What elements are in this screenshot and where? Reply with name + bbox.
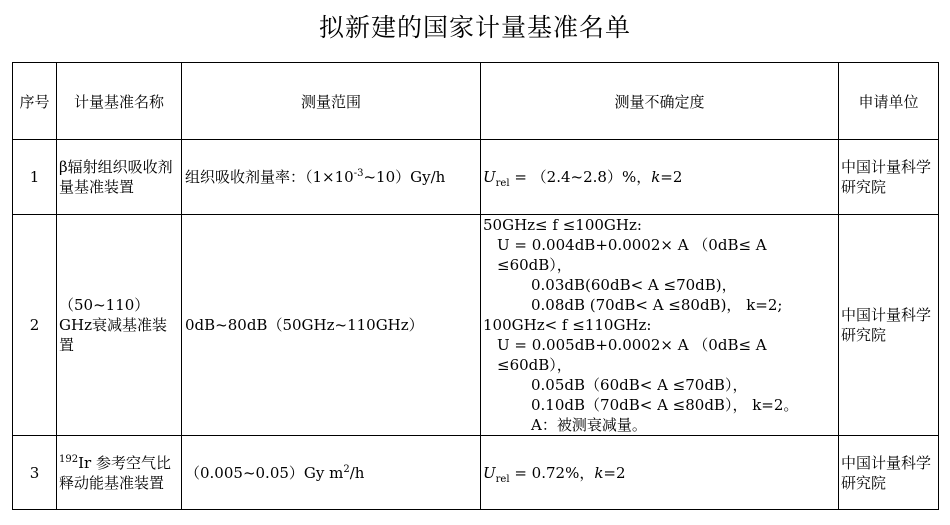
table-row <box>13 215 939 436</box>
unc-variable: U <box>483 168 496 186</box>
isotope-superscript: 192 <box>59 453 79 465</box>
range-prefix: （0.005~0.05）Gy m <box>185 463 344 482</box>
unc-subscript: rel <box>495 178 510 189</box>
range-suffix: /h <box>349 463 365 482</box>
k-value: =2 <box>660 168 683 186</box>
unc-line: 0.05dB（60dB< A ≤70dB）， <box>531 376 748 394</box>
unc-line: 50GHz≤ f ≤100GHz: <box>483 216 642 234</box>
table-row <box>13 436 939 510</box>
applicant-unit: 中国计量科学研究院 <box>839 436 939 510</box>
header-unit: 申请单位 <box>839 63 939 140</box>
header-name: 计量基准名称 <box>57 63 182 140</box>
header-no: 序号 <box>13 63 57 140</box>
range-prefix: 组织吸收剂量率：（1×10 <box>185 168 354 186</box>
header-uncertainty: 测量不确定度 <box>481 63 839 140</box>
unc-line: A：被测衰减量。 <box>531 416 647 434</box>
unc-subscript: rel <box>495 473 510 485</box>
name-text: Ir 参考空气比释动能基准装置 <box>59 453 171 492</box>
range-superscript: 2 <box>343 463 350 475</box>
k-variable: k <box>594 463 604 482</box>
row-number: 2 <box>13 215 57 436</box>
uncertainty <box>481 436 839 510</box>
standards-table <box>12 62 939 510</box>
table-row <box>13 140 939 215</box>
measurement-range: 0dB~80dB（50GHz~110GHz） <box>182 215 481 436</box>
unc-line: U = 0.005dB+0.0002× A （0dB≤ A ≤60dB）， <box>497 336 767 374</box>
range-superscript: -3 <box>353 168 364 179</box>
unc-value: = （2.4~2.8）%， <box>509 168 652 186</box>
unc-line: 0.10dB（70dB< A ≤80dB）， k=2。 <box>531 396 799 414</box>
standard-name <box>57 436 182 510</box>
header-range: 测量范围 <box>182 63 481 140</box>
measurement-range <box>182 140 481 215</box>
uncertainty <box>481 215 839 436</box>
applicant-unit: 中国计量科学研究院 <box>839 215 939 436</box>
applicant-unit: 中国计量科学研究院 <box>839 140 939 215</box>
row-number: 1 <box>13 140 57 215</box>
unc-value: = 0.72%， <box>509 463 595 482</box>
range-suffix: ~10）Gy/h <box>363 168 446 186</box>
uncertainty <box>481 140 839 215</box>
unc-line: 0.03dB(60dB< A ≤70dB)， <box>531 276 737 294</box>
measurement-range <box>182 436 481 510</box>
standard-name: （50~110）GHz衰减基准装置 <box>57 215 182 436</box>
table-header-row <box>13 63 939 140</box>
page-title: 拟新建的国家计量基准名单 <box>318 13 631 42</box>
unc-line: U = 0.004dB+0.0002× A （0dB≤ A ≤60dB）， <box>497 236 767 274</box>
unc-line: 100GHz< f ≤110GHz: <box>483 316 652 334</box>
k-variable: k <box>651 168 661 186</box>
row-number: 3 <box>13 436 57 510</box>
unc-line: 0.08dB (70dB< A ≤80dB)， k=2; <box>531 296 783 314</box>
k-value: =2 <box>603 463 626 482</box>
standard-name: β辐射组织吸收剂量基准装置 <box>57 140 182 215</box>
unc-variable: U <box>483 463 496 482</box>
